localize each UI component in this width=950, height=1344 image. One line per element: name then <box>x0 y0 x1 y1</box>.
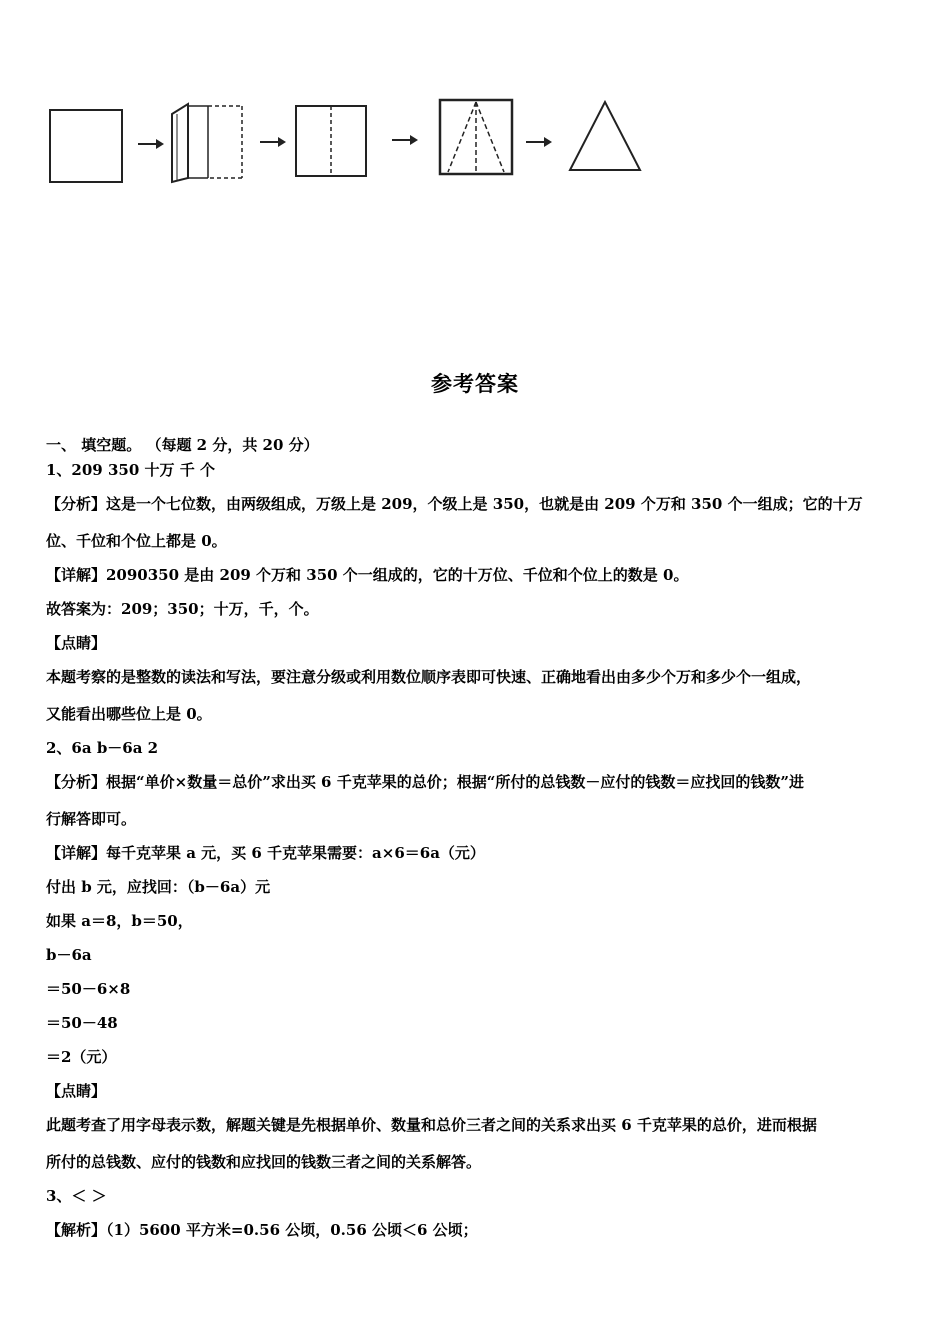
arrow-right-icon <box>138 139 164 149</box>
arrow-right-icon <box>392 135 418 145</box>
analysis-1-line1: 【分析】这是一个七位数，由两级组成，万级上是 209，个级上是 350，也就是由 209 个万和 350 个一组成；它的十万 <box>46 495 863 513</box>
remark-2-line2: 所付的总钱数、应付的钱数和应找回的钱数三者之间的关系解答。 <box>46 1153 482 1171</box>
conclusion-1: 故答案为：209；350；十万，千，个。 <box>46 600 319 618</box>
remark-1-line1: 本题考察的是整数的读法和写法，要注意分级或利用数位顺序表即可快速、正确地看出由多少个万和多少个一组成， <box>46 668 812 686</box>
square-paper <box>50 110 122 182</box>
section-heading: 一、 填空题。 （每题 2 分，共 20 分） <box>46 436 319 454</box>
detail-2-step6: ＝2（元） <box>46 1048 117 1066</box>
answer-1: 1、209 350 十万 千 个 <box>46 461 215 479</box>
paper-folding-figure <box>40 92 660 192</box>
answer-2: 2、6a b－6a 2 <box>46 739 159 757</box>
analysis-1-line2: 位、千位和个位上都是 0。 <box>46 532 227 550</box>
folding-paper <box>172 104 242 182</box>
detail-2-step4: ＝50－6×8 <box>46 980 131 998</box>
detail-2-step2: 如果 a＝8，b＝50， <box>46 912 193 930</box>
remark-heading-2: 【点睛】 <box>46 1082 107 1100</box>
folded-paper-with-crease <box>296 106 366 176</box>
section-title: 参考答案 <box>431 372 519 396</box>
triangle-result <box>570 102 640 170</box>
remark-2-line1: 此题考查了用字母表示数，解题关键是先根据单价、数量和总价三者之间的关系求出买 6 千克苹果的总价，进而根据 <box>46 1116 817 1134</box>
remark-1-line2: 又能看出哪些位上是 0。 <box>46 705 212 723</box>
detail-2: 【详解】每千克苹果 a 元，买 6 千克苹果需要：a×6＝6a（元） <box>46 844 485 862</box>
detail-2-step3: b－6a <box>46 946 92 964</box>
arrow-right-icon <box>526 137 552 147</box>
detail-1: 【详解】2090350 是由 209 个万和 350 个一组成的，它的十万位、千位和个位上的数是 0。 <box>46 566 689 584</box>
answer-3: 3、＜ ＞ <box>46 1187 107 1205</box>
analysis-3: 【解析】（1）5600 平方米=0.56 公顷，0.56 公顷＜6 公顷； <box>46 1221 478 1239</box>
analysis-2-line2: 行解答即可。 <box>46 810 137 828</box>
paper-with-triangle-creases <box>440 100 512 174</box>
remark-heading-1: 【点睛】 <box>46 634 107 652</box>
detail-2-step5: ＝50－48 <box>46 1014 118 1032</box>
analysis-2-line1: 【分析】根据“单价×数量＝总价”求出买 6 千克苹果的总价；根据“所付的总钱数－应付的钱数＝应找回的钱数”进 <box>46 773 804 791</box>
arrow-right-icon <box>260 137 286 147</box>
detail-2-step1: 付出 b 元，应找回：（b－6a）元 <box>46 878 271 896</box>
